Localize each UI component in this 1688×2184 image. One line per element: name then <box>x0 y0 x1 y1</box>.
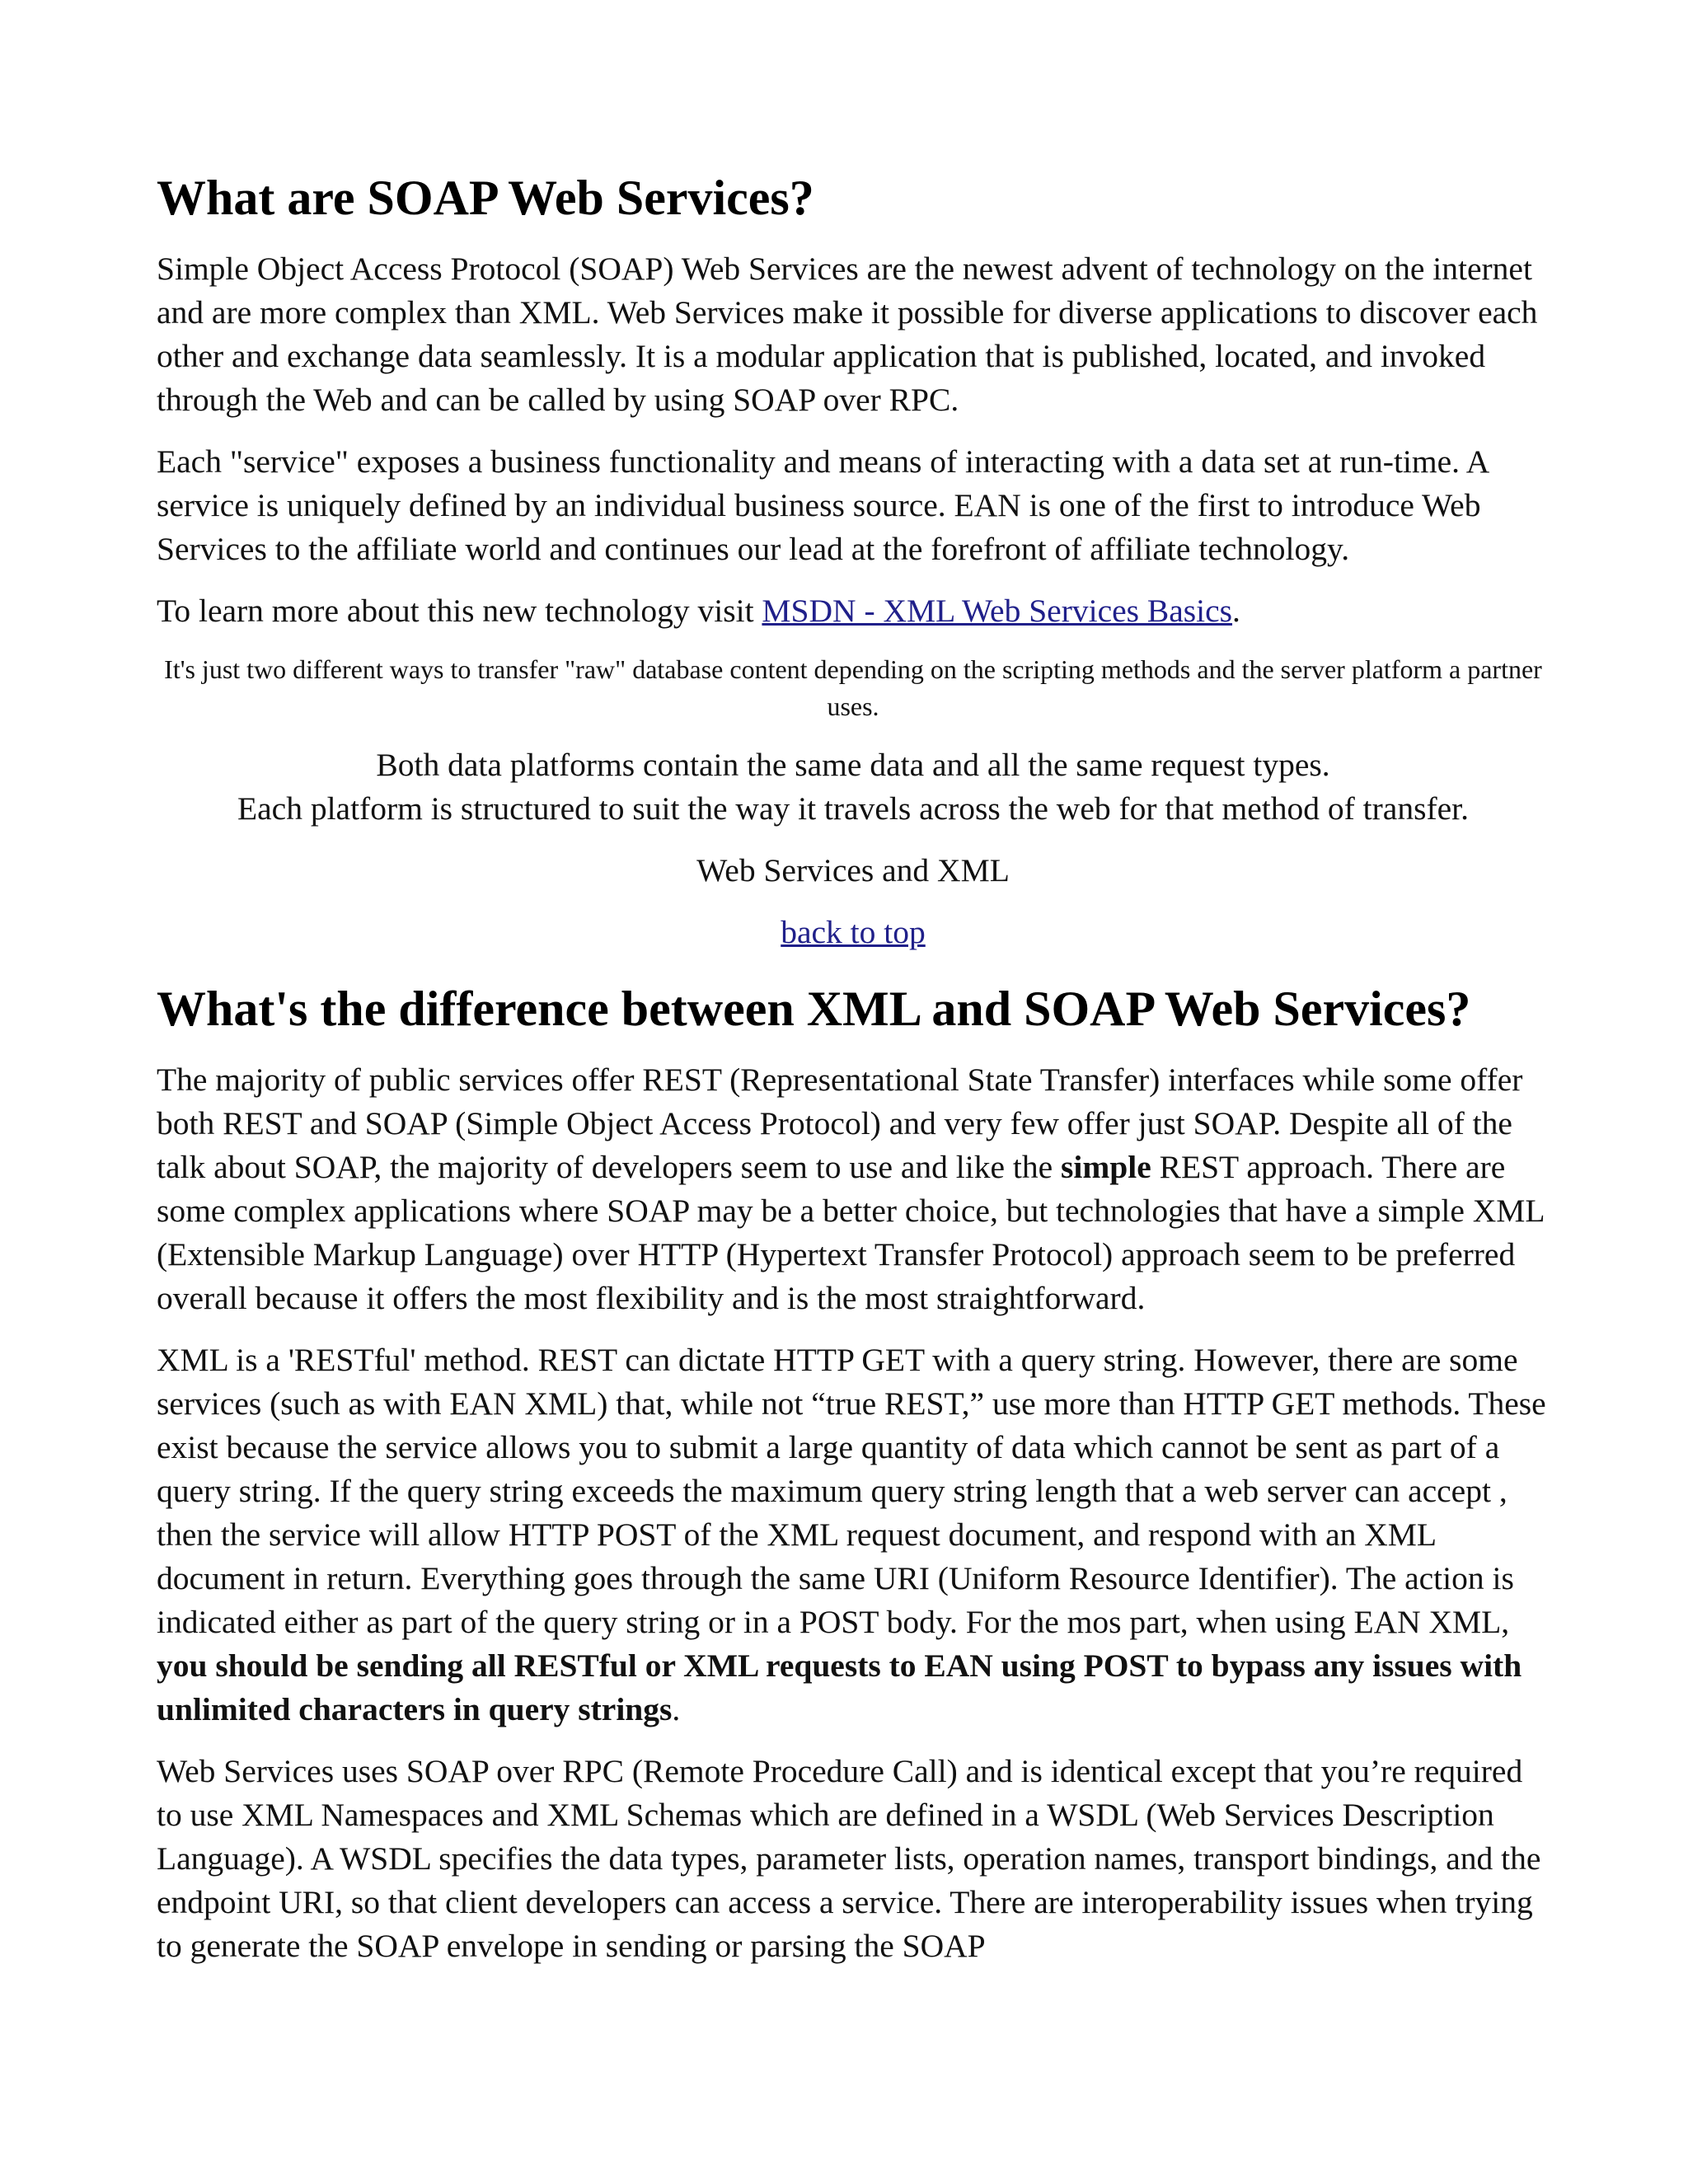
platforms-line-1: Both data platforms contain the same data and all the same request types. <box>376 747 1330 783</box>
note-transfer-methods: It's just two different ways to transfer "raw" database content depending on the scripting methods and the server platform a partner uses. <box>164 654 1542 721</box>
back-to-top-row <box>157 911 1550 954</box>
rest-vs-soap-text-a: The majority of public services offer REST (Representational State Transfer) interfaces while some offer both REST and SOAP (Simple Object Access Protocol) and very few offer just SOAP. Despite all of the talk about SOAP, the majority of developers seem to use and like the <box>157 1062 1523 1185</box>
heading-xml-vs-soap: What's the difference between XML and SOAP Web Services? <box>157 982 1471 1036</box>
paragraph-learn-more <box>157 589 1550 633</box>
heading-soap-web-services: What are SOAP Web Services? <box>157 171 814 225</box>
document-page <box>157 165 1550 1986</box>
caption-web-services-and-xml: Web Services and XML <box>696 852 1010 888</box>
msdn-link[interactable]: MSDN - XML Web Services Basics <box>762 593 1233 629</box>
platforms-summary <box>157 743 1550 831</box>
learn-more-text: To learn more about this new technology visit <box>157 593 762 629</box>
paragraph-web-services-soap-rpc: Web Services uses SOAP over RPC (Remote Procedure Call) and is identical except that you’re required to use XML Namespaces and XML Schemas which are defined in a WSDL (Web Services Description Language). A WSDL specifies the data types, parameter lists, operation names, transport bindings, and the endpoint URI, so that client developers can access a service. There are interoperability issues when trying to generate the SOAP envelope in sending or parsing the SOAP <box>157 1753 1541 1964</box>
post-recommendation-bold: you should be sending all RESTful or XML requests to EAN using POST to bypass any issues with unlimited characters in query strings <box>157 1647 1522 1727</box>
rest-vs-soap-text-b: REST approach. There are some complex applications where SOAP may be a better choice, but technologies that have a simple XML (Extensible Markup Language) over HTTP (Hypertext Transfer Protocol) approach seem to be preferred overall because it offers the most flexibility and is the most straightforward. <box>157 1149 1545 1316</box>
xml-restful-period: . <box>672 1691 681 1727</box>
xml-restful-text-a: XML is a 'RESTful' method. REST can dictate HTTP GET with a query string. However, there are some services (such as with EAN XML) that, while not “true REST,” use more than HTTP GET methods. These exist because the service allows you to submit a large quantity of data which cannot be sent as part of a query string. If the query string exceeds the maximum query string length that a web server can accept , then the service will allow HTTP POST of the XML request document, and respond with an XML document in return. Everything goes through the same URI (Uniform Resource Identifier). The action is indicated either as part of the query string or in a POST body. For the mos part, when using EAN XML, <box>157 1342 1546 1640</box>
paragraph-service-definition: Each "service" exposes a business functionality and means of interacting with a data set at run-time. A service is uniquely defined by an individual business source. EAN is one of the first to introduce Web Services to the affiliate world and continues our lead at the forefront of affiliate technology. <box>157 443 1489 567</box>
paragraph-soap-intro: Simple Object Access Protocol (SOAP) Web Services are the newest advent of technology on the internet and are more complex than XML. Web Services make it possible for diverse applications to discover each other and exchange data seamlessly. It is a modular application that is published, located, and invoked through the Web and can be called by using SOAP over RPC. <box>157 251 1538 418</box>
simple-bold: simple <box>1061 1149 1151 1185</box>
paragraph-rest-vs-soap <box>157 1058 1550 1320</box>
paragraph-xml-restful <box>157 1338 1550 1732</box>
back-to-top-link[interactable]: back to top <box>781 914 926 950</box>
platforms-line-2: Each platform is structured to suit the way it travels across the web for that method of transfer. <box>237 790 1469 827</box>
learn-more-period: . <box>1232 593 1240 629</box>
